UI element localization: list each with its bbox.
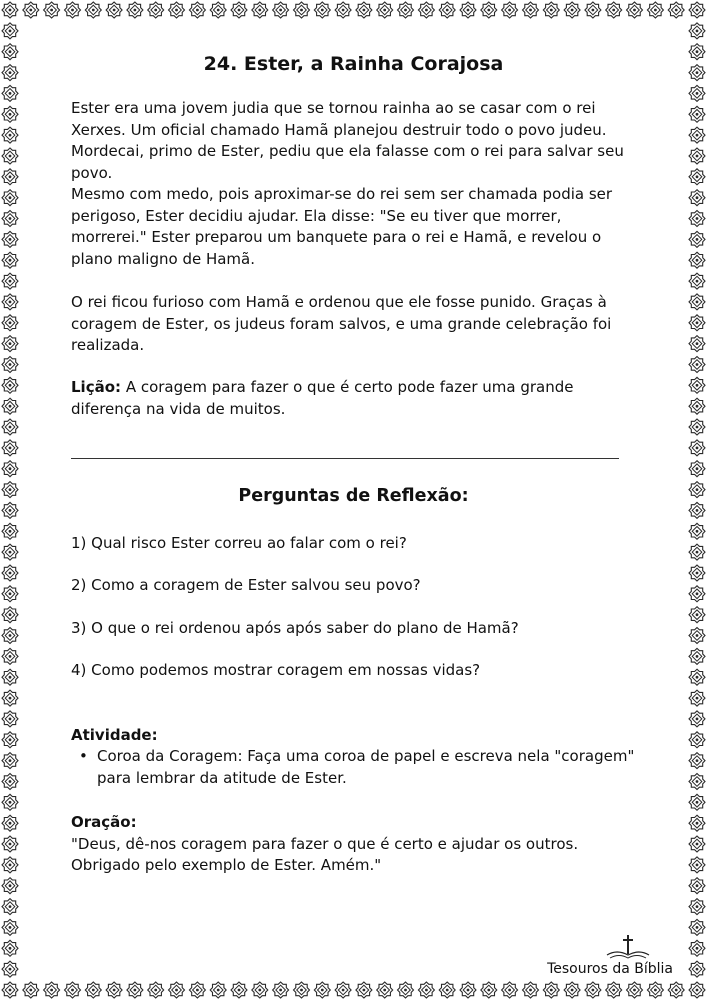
border-ornament xyxy=(2,127,18,143)
border-ornament xyxy=(252,982,268,998)
border-ornament xyxy=(2,294,18,310)
border-ornament xyxy=(689,565,705,581)
reflection-heading: Perguntas de Reflexão: xyxy=(238,486,469,506)
story-paragraph-3: O rei ficou furioso com Hamã e ordenou que ele fosse punido. Graças à coragem de Ester, os judeus foram salvos, e uma grande celebração foi realizada. xyxy=(71,293,612,354)
border-ornament xyxy=(502,982,518,998)
border-ornament xyxy=(689,231,705,247)
border-ornament xyxy=(2,482,18,498)
border-ornament xyxy=(2,419,18,435)
border-ornament xyxy=(689,857,705,873)
border-ornament xyxy=(85,982,101,998)
border-ornament xyxy=(585,982,601,998)
border-ornament xyxy=(2,44,18,60)
prayer-text: "Deus, dê-nos coragem para fazer o que é certo e ajudar os outros. Obrigado pelo exemplo de Ester. Amém." xyxy=(71,834,579,874)
border-ornament xyxy=(2,336,18,352)
border-ornament xyxy=(2,607,18,623)
border-ornament xyxy=(2,148,18,164)
border-ornament xyxy=(689,815,705,831)
border-ornament xyxy=(85,2,101,18)
border-ornament xyxy=(502,2,518,18)
border-ornament xyxy=(2,2,18,18)
border-ornament xyxy=(2,690,18,706)
border-ornament xyxy=(689,774,705,790)
border-ornament xyxy=(689,252,705,268)
border-ornament xyxy=(2,628,18,644)
border-ornament xyxy=(106,2,122,18)
lesson-block xyxy=(71,377,636,420)
border-ornament xyxy=(689,919,705,935)
border-ornament xyxy=(689,419,705,435)
border-ornament xyxy=(2,586,18,602)
border-ornament xyxy=(543,2,559,18)
border-ornament xyxy=(689,523,705,539)
border-ornament xyxy=(689,961,705,977)
border-ornament xyxy=(65,982,81,998)
border-ornament xyxy=(356,982,372,998)
border-ornament xyxy=(689,190,705,206)
border-ornament xyxy=(689,65,705,81)
border-ornament xyxy=(2,940,18,956)
border-ornament xyxy=(2,252,18,268)
border-ornament xyxy=(2,711,18,727)
border-ornament xyxy=(314,982,330,998)
activity-item xyxy=(71,745,636,789)
border-ornament xyxy=(2,815,18,831)
border-ornament xyxy=(2,357,18,373)
border-ornament xyxy=(418,2,434,18)
border-ornament xyxy=(2,648,18,664)
border-ornament xyxy=(2,982,18,998)
prayer-label: Oração: xyxy=(71,813,137,831)
border-ornament xyxy=(689,461,705,477)
reflection-question-2: 2) Como a coragem de Ester salvou seu povo? xyxy=(71,576,421,594)
bullet-icon: • xyxy=(79,747,88,765)
border-ornament xyxy=(356,2,372,18)
border-ornament xyxy=(210,982,226,998)
border-ornament xyxy=(689,85,705,101)
reflection-question-3: 3) O que o rei ordenou após após saber do plano de Hamã? xyxy=(71,619,519,637)
border-ornament xyxy=(2,836,18,852)
section-divider xyxy=(71,458,619,459)
border-ornament xyxy=(689,628,705,644)
border-ornament xyxy=(523,2,539,18)
border-ornament xyxy=(2,398,18,414)
border-ornament xyxy=(2,919,18,935)
border-ornament xyxy=(689,127,705,143)
border-ornament xyxy=(689,44,705,60)
border-ornament xyxy=(2,211,18,227)
border-ornament xyxy=(169,2,185,18)
page-title: 24. Ester, a Rainha Corajosa xyxy=(203,53,504,75)
border-ornament xyxy=(689,794,705,810)
reflection-question-1: 1) Qual risco Ester correu ao falar com o rei? xyxy=(71,534,407,552)
border-ornament xyxy=(273,982,289,998)
border-ornament xyxy=(689,336,705,352)
border-ornament xyxy=(377,982,393,998)
border-ornament xyxy=(2,794,18,810)
border-ornament xyxy=(231,982,247,998)
border-ornament xyxy=(689,315,705,331)
border-ornament xyxy=(44,982,60,998)
border-ornament xyxy=(2,190,18,206)
border-ornament xyxy=(460,2,476,18)
border-ornament xyxy=(2,440,18,456)
border-ornament xyxy=(44,2,60,18)
reflection-question-4: 4) Como podemos mostrar coragem em nossas vidas? xyxy=(71,661,481,679)
border-ornament xyxy=(2,565,18,581)
border-ornament xyxy=(689,357,705,373)
border-ornament xyxy=(689,586,705,602)
border-ornament xyxy=(689,544,705,560)
border-ornament xyxy=(106,982,122,998)
border-ornament xyxy=(2,878,18,894)
border-ornament xyxy=(668,982,684,998)
border-ornament xyxy=(647,982,663,998)
border-ornament xyxy=(543,982,559,998)
border-ornament xyxy=(127,2,143,18)
border-ornament xyxy=(65,2,81,18)
cross-open-book-icon xyxy=(603,934,653,960)
border-ornament xyxy=(2,169,18,185)
border-ornament xyxy=(689,836,705,852)
border-ornament xyxy=(189,982,205,998)
border-ornament xyxy=(689,502,705,518)
border-ornament xyxy=(169,982,185,998)
border-ornament xyxy=(689,899,705,915)
border-ornament xyxy=(689,607,705,623)
border-ornament xyxy=(210,2,226,18)
border-ornament xyxy=(2,106,18,122)
border-ornament xyxy=(689,211,705,227)
border-ornament xyxy=(23,982,39,998)
border-ornament xyxy=(564,982,580,998)
border-ornament xyxy=(148,2,164,18)
border-ornament xyxy=(481,982,497,998)
border-ornament xyxy=(606,2,622,18)
border-ornament xyxy=(377,2,393,18)
border-ornament xyxy=(460,982,476,998)
border-ornament xyxy=(2,502,18,518)
border-ornament xyxy=(2,961,18,977)
border-ornament xyxy=(689,982,705,998)
border-ornament xyxy=(689,690,705,706)
border-ornament xyxy=(689,377,705,393)
border-ornament xyxy=(689,106,705,122)
border-ornament xyxy=(2,315,18,331)
border-ornament xyxy=(481,2,497,18)
border-ornament xyxy=(418,982,434,998)
border-ornament xyxy=(231,2,247,18)
border-ornament xyxy=(523,982,539,998)
border-ornament xyxy=(294,982,310,998)
border-ornament xyxy=(252,2,268,18)
border-ornament xyxy=(2,732,18,748)
activity-label: Atividade: xyxy=(71,726,158,744)
border-ornament xyxy=(2,231,18,247)
border-ornament xyxy=(689,669,705,685)
border-ornament xyxy=(689,940,705,956)
border-ornament xyxy=(2,377,18,393)
lesson-label: Lição: xyxy=(71,378,122,396)
border-ornament xyxy=(606,982,622,998)
border-ornament xyxy=(689,294,705,310)
border-ornament xyxy=(335,982,351,998)
border-ornament xyxy=(2,23,18,39)
border-ornament xyxy=(2,65,18,81)
border-ornament xyxy=(2,273,18,289)
border-ornament xyxy=(689,2,705,18)
border-ornament xyxy=(439,982,455,998)
prayer-block xyxy=(71,812,636,877)
border-ornament xyxy=(627,2,643,18)
border-ornament xyxy=(689,169,705,185)
border-ornament xyxy=(585,2,601,18)
border-ornament xyxy=(689,648,705,664)
border-ornament xyxy=(127,982,143,998)
border-ornament xyxy=(148,982,164,998)
footer-brand-text: Tesouros da Bíblia xyxy=(547,961,673,977)
border-ornament xyxy=(689,148,705,164)
border-ornament xyxy=(2,669,18,685)
activity-item-text: Coroa da Coragem: Faça uma coroa de papel e escreva nela "coragem" para lembrar da atitude de Ester. xyxy=(97,747,635,787)
border-ornament xyxy=(314,2,330,18)
border-ornament xyxy=(689,482,705,498)
border-ornament xyxy=(2,753,18,769)
border-ornament xyxy=(689,23,705,39)
border-ornament xyxy=(2,461,18,477)
border-ornament xyxy=(647,2,663,18)
border-ornament xyxy=(398,2,414,18)
border-ornament xyxy=(689,440,705,456)
border-ornament xyxy=(23,2,39,18)
border-ornament xyxy=(2,774,18,790)
border-ornament xyxy=(439,2,455,18)
border-ornament xyxy=(689,273,705,289)
border-ornament xyxy=(2,544,18,560)
border-ornament xyxy=(335,2,351,18)
story-paragraph-2: Mesmo com medo, pois aproximar-se do rei sem ser chamada podia ser perigoso, Ester decidiu ajudar. Ela disse: "Se eu tiver que morrer, morrerei." Ester preparou um banquete para o rei e Hamã, e revelou o plano maligno de Hamã. xyxy=(71,185,613,268)
border-ornament xyxy=(668,2,684,18)
border-ornament xyxy=(294,2,310,18)
border-ornament xyxy=(2,857,18,873)
border-ornament xyxy=(627,982,643,998)
border-ornament xyxy=(273,2,289,18)
border-ornament xyxy=(689,398,705,414)
border-ornament xyxy=(689,711,705,727)
border-ornament xyxy=(689,753,705,769)
border-ornament xyxy=(689,732,705,748)
border-ornament xyxy=(2,899,18,915)
border-ornament xyxy=(398,982,414,998)
border-ornament xyxy=(564,2,580,18)
border-ornament xyxy=(689,878,705,894)
border-ornament xyxy=(2,85,18,101)
lesson-text: A coragem para fazer o que é certo pode fazer uma grande diferença na vida de muitos. xyxy=(71,378,574,418)
border-ornament xyxy=(2,523,18,539)
footer-brand xyxy=(547,934,673,977)
story-paragraph-1: Ester era uma jovem judia que se tornou rainha ao se casar com o rei Xerxes. Um oficial chamado Hamã planejou destruir todo o povo judeu. Mordecai, primo de Ester, pediu que ela falasse com o rei para salvar seu povo. xyxy=(71,99,624,182)
border-ornament xyxy=(189,2,205,18)
